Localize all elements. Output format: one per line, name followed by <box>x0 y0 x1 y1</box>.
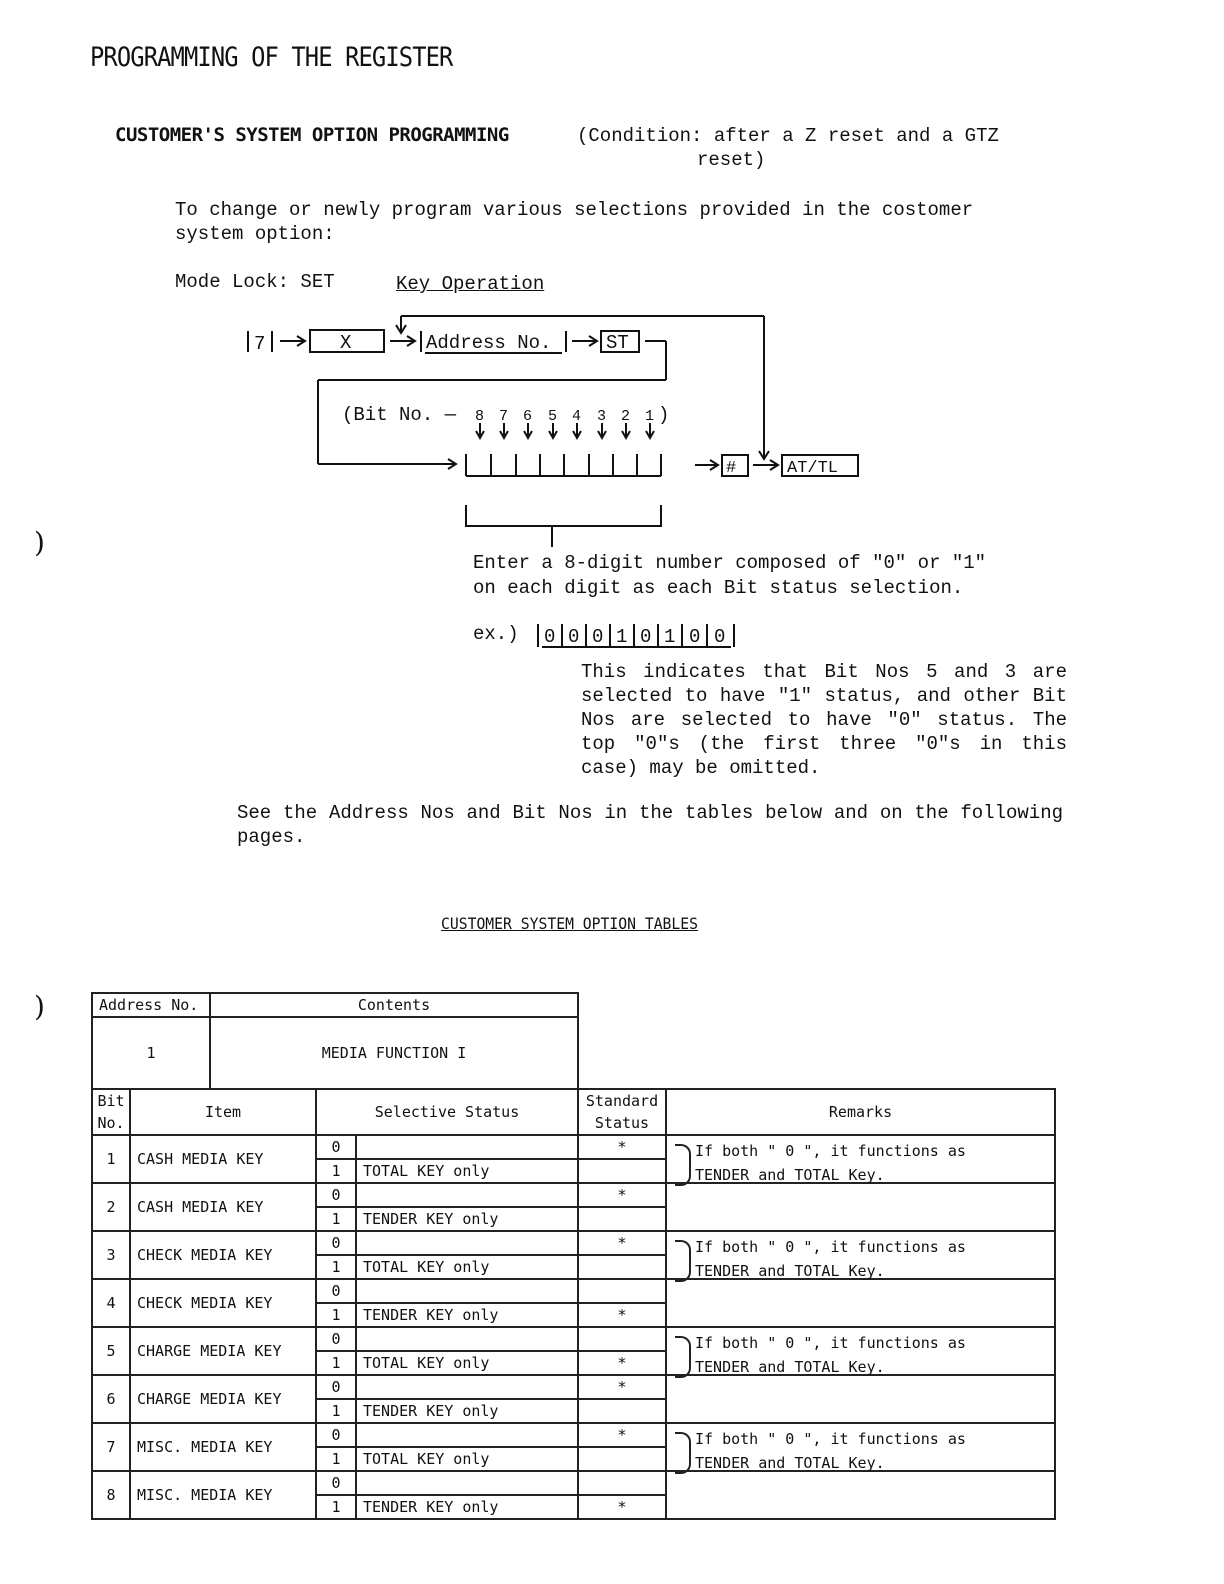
example-digit: 1 <box>664 626 676 648</box>
option-value-1: 1 <box>316 1399 356 1423</box>
bit-number-cell: 4 <box>92 1279 130 1327</box>
bit-number-cell: 6 <box>92 1375 130 1423</box>
standard-mark-0: * <box>578 1375 666 1399</box>
address-header: Address No. <box>92 993 210 1017</box>
remarks-line-2: TENDER and TOTAL Key. <box>695 1166 885 1184</box>
option-value-0: 0 <box>316 1423 356 1447</box>
header-bit-no <box>92 1089 130 1135</box>
tables-title: CUSTOMER SYSTEM OPTION TABLES <box>441 914 699 933</box>
option-value-1: 1 <box>316 1303 356 1327</box>
option-desc-0 <box>356 1279 578 1303</box>
bit-number-cell: 3 <box>92 1231 130 1279</box>
enter-line-2: on each digit as each Bit status selection. <box>473 577 964 599</box>
remarks-brace <box>675 1336 691 1378</box>
option-value-1: 1 <box>316 1447 356 1471</box>
bit-number-cell: 7 <box>92 1423 130 1471</box>
option-desc-1: TOTAL KEY only <box>356 1351 578 1375</box>
option-desc-0 <box>356 1423 578 1447</box>
bit-number: 4 <box>572 408 582 425</box>
bit-close: ) <box>658 404 670 426</box>
remarks-cell <box>666 1423 1055 1471</box>
bit-number: 7 <box>499 408 509 425</box>
standard-mark-1: * <box>578 1495 666 1519</box>
address-table <box>91 992 579 1090</box>
item-cell: CASH MEDIA KEY <box>130 1135 316 1183</box>
header-bit-no-line-2: No. <box>97 1114 125 1132</box>
remarks-brace <box>675 1432 691 1474</box>
bit-number-cell: 8 <box>92 1471 130 1519</box>
see-also-note: See the Address Nos and Bit Nos in the tables below and on the following pages. <box>237 802 1063 848</box>
remarks-line-1: If both " 0 ", it functions as <box>695 1430 966 1448</box>
bit-number-cell: 1 <box>92 1135 130 1183</box>
standard-mark-0 <box>578 1471 666 1495</box>
table-row <box>92 1423 1055 1447</box>
standard-mark-1 <box>578 1255 666 1279</box>
item-cell: CHECK MEDIA KEY <box>130 1231 316 1279</box>
condition-line-1: (Condition: after a Z reset and a GTZ <box>577 125 999 147</box>
option-value-0: 0 <box>316 1327 356 1351</box>
table-row <box>92 1231 1055 1255</box>
section-title: CUSTOMER'S SYSTEM OPTION PROGRAMMING <box>115 124 509 146</box>
option-desc-1: TOTAL KEY only <box>356 1159 578 1183</box>
margin-mark: ) <box>34 990 45 1023</box>
standard-mark-1: * <box>578 1351 666 1375</box>
table-header-row <box>92 1089 1055 1135</box>
item-cell: MISC. MEDIA KEY <box>130 1471 316 1519</box>
option-desc-0 <box>356 1327 578 1351</box>
mode-lock-label: Mode Lock: SET <box>175 271 335 293</box>
remarks-text <box>695 1331 966 1379</box>
remarks-cell <box>666 1135 1055 1183</box>
remarks-line-2: TENDER and TOTAL Key. <box>695 1262 885 1280</box>
option-table <box>91 1088 1056 1520</box>
bit-number: 2 <box>621 408 631 425</box>
option-value-0: 0 <box>316 1375 356 1399</box>
address-no-label: Address No. <box>426 332 552 354</box>
standard-mark-0: * <box>578 1183 666 1207</box>
option-desc-1: TOTAL KEY only <box>356 1447 578 1471</box>
key-x-label: X <box>340 332 352 354</box>
item-cell: CASH MEDIA KEY <box>130 1183 316 1231</box>
item-cell: CHARGE MEDIA KEY <box>130 1375 316 1423</box>
bit-arrows <box>476 423 654 438</box>
digit-bracket <box>466 505 661 526</box>
page-title: PROGRAMMING OF THE REGISTER <box>90 42 453 73</box>
example-explanation: This indicates that Bit Nos 5 and 3 are selected to have "1" status, and other Bit Nos are selected to have "0" status. The top "0"s (the first three "0"s in this case) may be omitted. <box>581 661 1067 779</box>
standard-mark-0: * <box>578 1423 666 1447</box>
address-value: 1 <box>92 1017 210 1089</box>
bit-number: 6 <box>523 408 533 425</box>
option-desc-1: TENDER KEY only <box>356 1495 578 1519</box>
table-row <box>92 1327 1055 1351</box>
option-desc-0 <box>356 1471 578 1495</box>
option-value-1: 1 <box>316 1495 356 1519</box>
option-value-1: 1 <box>316 1255 356 1279</box>
option-value-0: 0 <box>316 1231 356 1255</box>
remarks-line-1: If both " 0 ", it functions as <box>695 1334 966 1352</box>
remarks-cell-empty <box>666 1375 1055 1423</box>
key-7-label: 7 <box>254 333 266 355</box>
option-value-1: 1 <box>316 1351 356 1375</box>
intro-line-2: system option: <box>175 223 335 245</box>
option-desc-0 <box>356 1375 578 1399</box>
option-desc-0 <box>356 1135 578 1159</box>
contents-header: Contents <box>210 993 578 1017</box>
standard-mark-1: * <box>578 1303 666 1327</box>
enter-instruction <box>473 551 986 601</box>
option-value-0: 0 <box>316 1135 356 1159</box>
item-cell: MISC. MEDIA KEY <box>130 1423 316 1471</box>
item-cell: CHECK MEDIA KEY <box>130 1279 316 1327</box>
example-digit: 0 <box>689 626 701 648</box>
remarks-text <box>695 1235 966 1283</box>
standard-mark-0 <box>578 1279 666 1303</box>
item-cell: CHARGE MEDIA KEY <box>130 1327 316 1375</box>
option-value-0: 0 <box>316 1471 356 1495</box>
option-rows <box>92 1135 1055 1519</box>
header-standard-status <box>578 1089 666 1135</box>
example-digit: 1 <box>616 626 628 648</box>
condition-line-2: reset) <box>697 149 766 171</box>
enter-line-1: Enter a 8-digit number composed of "0" or "1" <box>473 552 987 574</box>
intro-line-1: To change or newly program various selections provided in the costomer <box>175 199 974 221</box>
example-digit: 0 <box>544 626 556 648</box>
standard-mark-1 <box>578 1207 666 1231</box>
standard-mark-0 <box>578 1327 666 1351</box>
remarks-brace <box>675 1240 691 1282</box>
standard-mark-1 <box>578 1447 666 1471</box>
bit-number-labels <box>475 408 654 425</box>
header-standard-line-1: Standard <box>585 1092 659 1110</box>
header-standard-line-2: Status <box>594 1114 650 1132</box>
bit-number-cell: 5 <box>92 1327 130 1375</box>
bit-number: 1 <box>645 408 655 425</box>
option-desc-0 <box>356 1183 578 1207</box>
bit-number-cell: 2 <box>92 1183 130 1231</box>
key-attl-label: AT/TL <box>787 459 839 478</box>
option-value-0: 0 <box>316 1279 356 1303</box>
remarks-line-2: TENDER and TOTAL Key. <box>695 1454 885 1472</box>
remarks-line-1: If both " 0 ", it functions as <box>695 1238 966 1256</box>
example-digit: 0 <box>568 626 580 648</box>
option-desc-1: TOTAL KEY only <box>356 1255 578 1279</box>
standard-mark-1 <box>578 1399 666 1423</box>
remarks-cell <box>666 1327 1055 1375</box>
header-bit-no-line-1: Bit <box>97 1092 125 1110</box>
option-desc-1: TENDER KEY only <box>356 1303 578 1327</box>
margin-mark: ) <box>34 526 45 559</box>
option-desc-1: TENDER KEY only <box>356 1399 578 1423</box>
contents-value: MEDIA FUNCTION I <box>210 1017 578 1089</box>
table-row <box>92 1135 1055 1159</box>
remarks-cell <box>666 1231 1055 1279</box>
option-value-1: 1 <box>316 1159 356 1183</box>
option-desc-1: TENDER KEY only <box>356 1207 578 1231</box>
key-st-label: ST <box>606 332 629 354</box>
standard-mark-1 <box>578 1159 666 1183</box>
header-selective-status: Selective Status <box>316 1089 578 1135</box>
bit-number: 8 <box>475 408 485 425</box>
remarks-text <box>695 1427 966 1475</box>
remarks-line-1: If both " 0 ", it functions as <box>695 1142 966 1160</box>
option-value-1: 1 <box>316 1207 356 1231</box>
header-item: Item <box>130 1089 316 1135</box>
option-value-0: 0 <box>316 1183 356 1207</box>
example-digit: 0 <box>592 626 604 648</box>
bit-number: 5 <box>548 408 558 425</box>
key-hash-label: # <box>726 459 737 478</box>
remarks-cell-empty <box>666 1183 1055 1231</box>
bit-number: 3 <box>597 408 607 425</box>
remarks-cell-empty <box>666 1471 1055 1519</box>
example-digit: 0 <box>714 626 726 648</box>
bit-no-label: (Bit No. — <box>342 404 457 426</box>
example-label: ex.) <box>473 623 519 645</box>
remarks-text <box>695 1139 966 1187</box>
key-operation-label: Key Operation <box>396 273 545 295</box>
remarks-brace <box>675 1144 691 1186</box>
option-desc-0 <box>356 1231 578 1255</box>
remarks-line-2: TENDER and TOTAL Key. <box>695 1358 885 1376</box>
remarks-cell-empty <box>666 1279 1055 1327</box>
header-remarks: Remarks <box>666 1089 1055 1135</box>
standard-mark-0: * <box>578 1231 666 1255</box>
example-digit: 0 <box>640 626 652 648</box>
standard-mark-0: * <box>578 1135 666 1159</box>
